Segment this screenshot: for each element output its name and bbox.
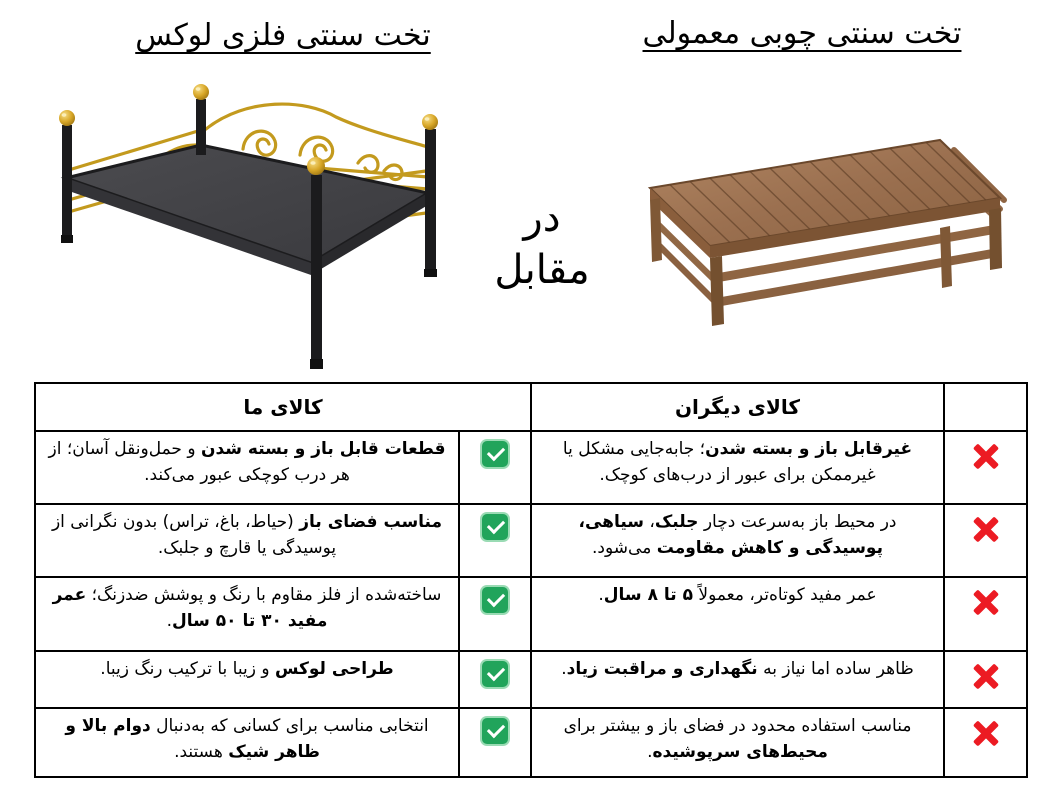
versus-line-2: مقابل <box>494 247 590 293</box>
others-cell: مناسب استفاده محدود در فضای باز و بیشتر برای محیط‌های سرپوشیده. <box>531 708 944 777</box>
ours-cell: ساخته‌شده از فلز مقاوم با رنگ و پوشش ضدزنگ؛ عمر مفید ۳۰ تا ۵۰ سال. <box>35 577 459 651</box>
ours-column-header: کالای ما <box>35 383 531 431</box>
check-icon <box>482 718 508 744</box>
others-column-header: کالای دیگران <box>531 383 944 431</box>
versus-label <box>462 192 622 296</box>
cross-icon <box>971 587 1001 617</box>
others-cell: غیرقابل باز و بسته شدن؛ جابه‌جایی مشکل یا غیرممکن برای عبور از درب‌های کوچک. <box>531 431 944 504</box>
table-row <box>35 504 1027 577</box>
table-row <box>35 651 1027 708</box>
check-cell <box>459 651 531 708</box>
ours-cell: قطعات قابل باز و بسته شدن و حمل‌ونقل آسان؛ از هر درب کوچکی عبور می‌کند. <box>35 431 459 504</box>
check-cell <box>459 431 531 504</box>
verdict-column-header <box>944 383 1027 431</box>
cross-icon <box>971 718 1001 748</box>
ours-cell: مناسب فضای باز (حیاط، باغ، تراس) بدون نگرانی از پوسیدگی یا قارچ و جلبک. <box>35 504 459 577</box>
cross-icon <box>971 514 1001 544</box>
cross-cell <box>944 708 1027 777</box>
cross-cell <box>944 577 1027 651</box>
right-product-title: تخت سنتی چوبی معمولی <box>642 16 962 51</box>
table-row <box>35 708 1027 777</box>
table-row <box>35 577 1027 651</box>
check-icon <box>482 441 508 467</box>
ours-cell: طراحی لوکس و زیبا با ترکیب رنگ زیبا. <box>35 651 459 708</box>
others-cell: ظاهر ساده اما نیاز به نگهداری و مراقبت زیاد. <box>531 651 944 708</box>
cross-cell <box>944 431 1027 504</box>
cross-cell <box>944 504 1027 577</box>
cross-cell <box>944 651 1027 708</box>
check-cell <box>459 504 531 577</box>
check-icon <box>482 661 508 687</box>
wooden-bed-image <box>610 118 1052 358</box>
table-row <box>35 431 1027 504</box>
others-cell: در محیط باز به‌سرعت دچار جلبک، سیاهی، پوسیدگی و کاهش مقاومت می‌شود. <box>531 504 944 577</box>
cross-icon <box>971 441 1001 471</box>
luxury-metal-bed-image <box>28 83 470 383</box>
ours-cell: انتخابی مناسب برای کسانی که به‌دنبال دوام بالا و ظاهر شیک هستند. <box>35 708 459 777</box>
check-cell <box>459 577 531 651</box>
versus-line-1: در <box>523 195 561 241</box>
check-icon <box>482 514 508 540</box>
comparison-table <box>34 382 1028 778</box>
cross-icon <box>971 661 1001 691</box>
others-cell: عمر مفید کوتاه‌تر، معمولاً ۵ تا ۸ سال. <box>531 577 944 651</box>
left-product-title: تخت سنتی فلزی لوکس <box>135 18 431 53</box>
check-cell <box>459 708 531 777</box>
check-icon <box>482 587 508 613</box>
table-header-row <box>35 383 1027 431</box>
